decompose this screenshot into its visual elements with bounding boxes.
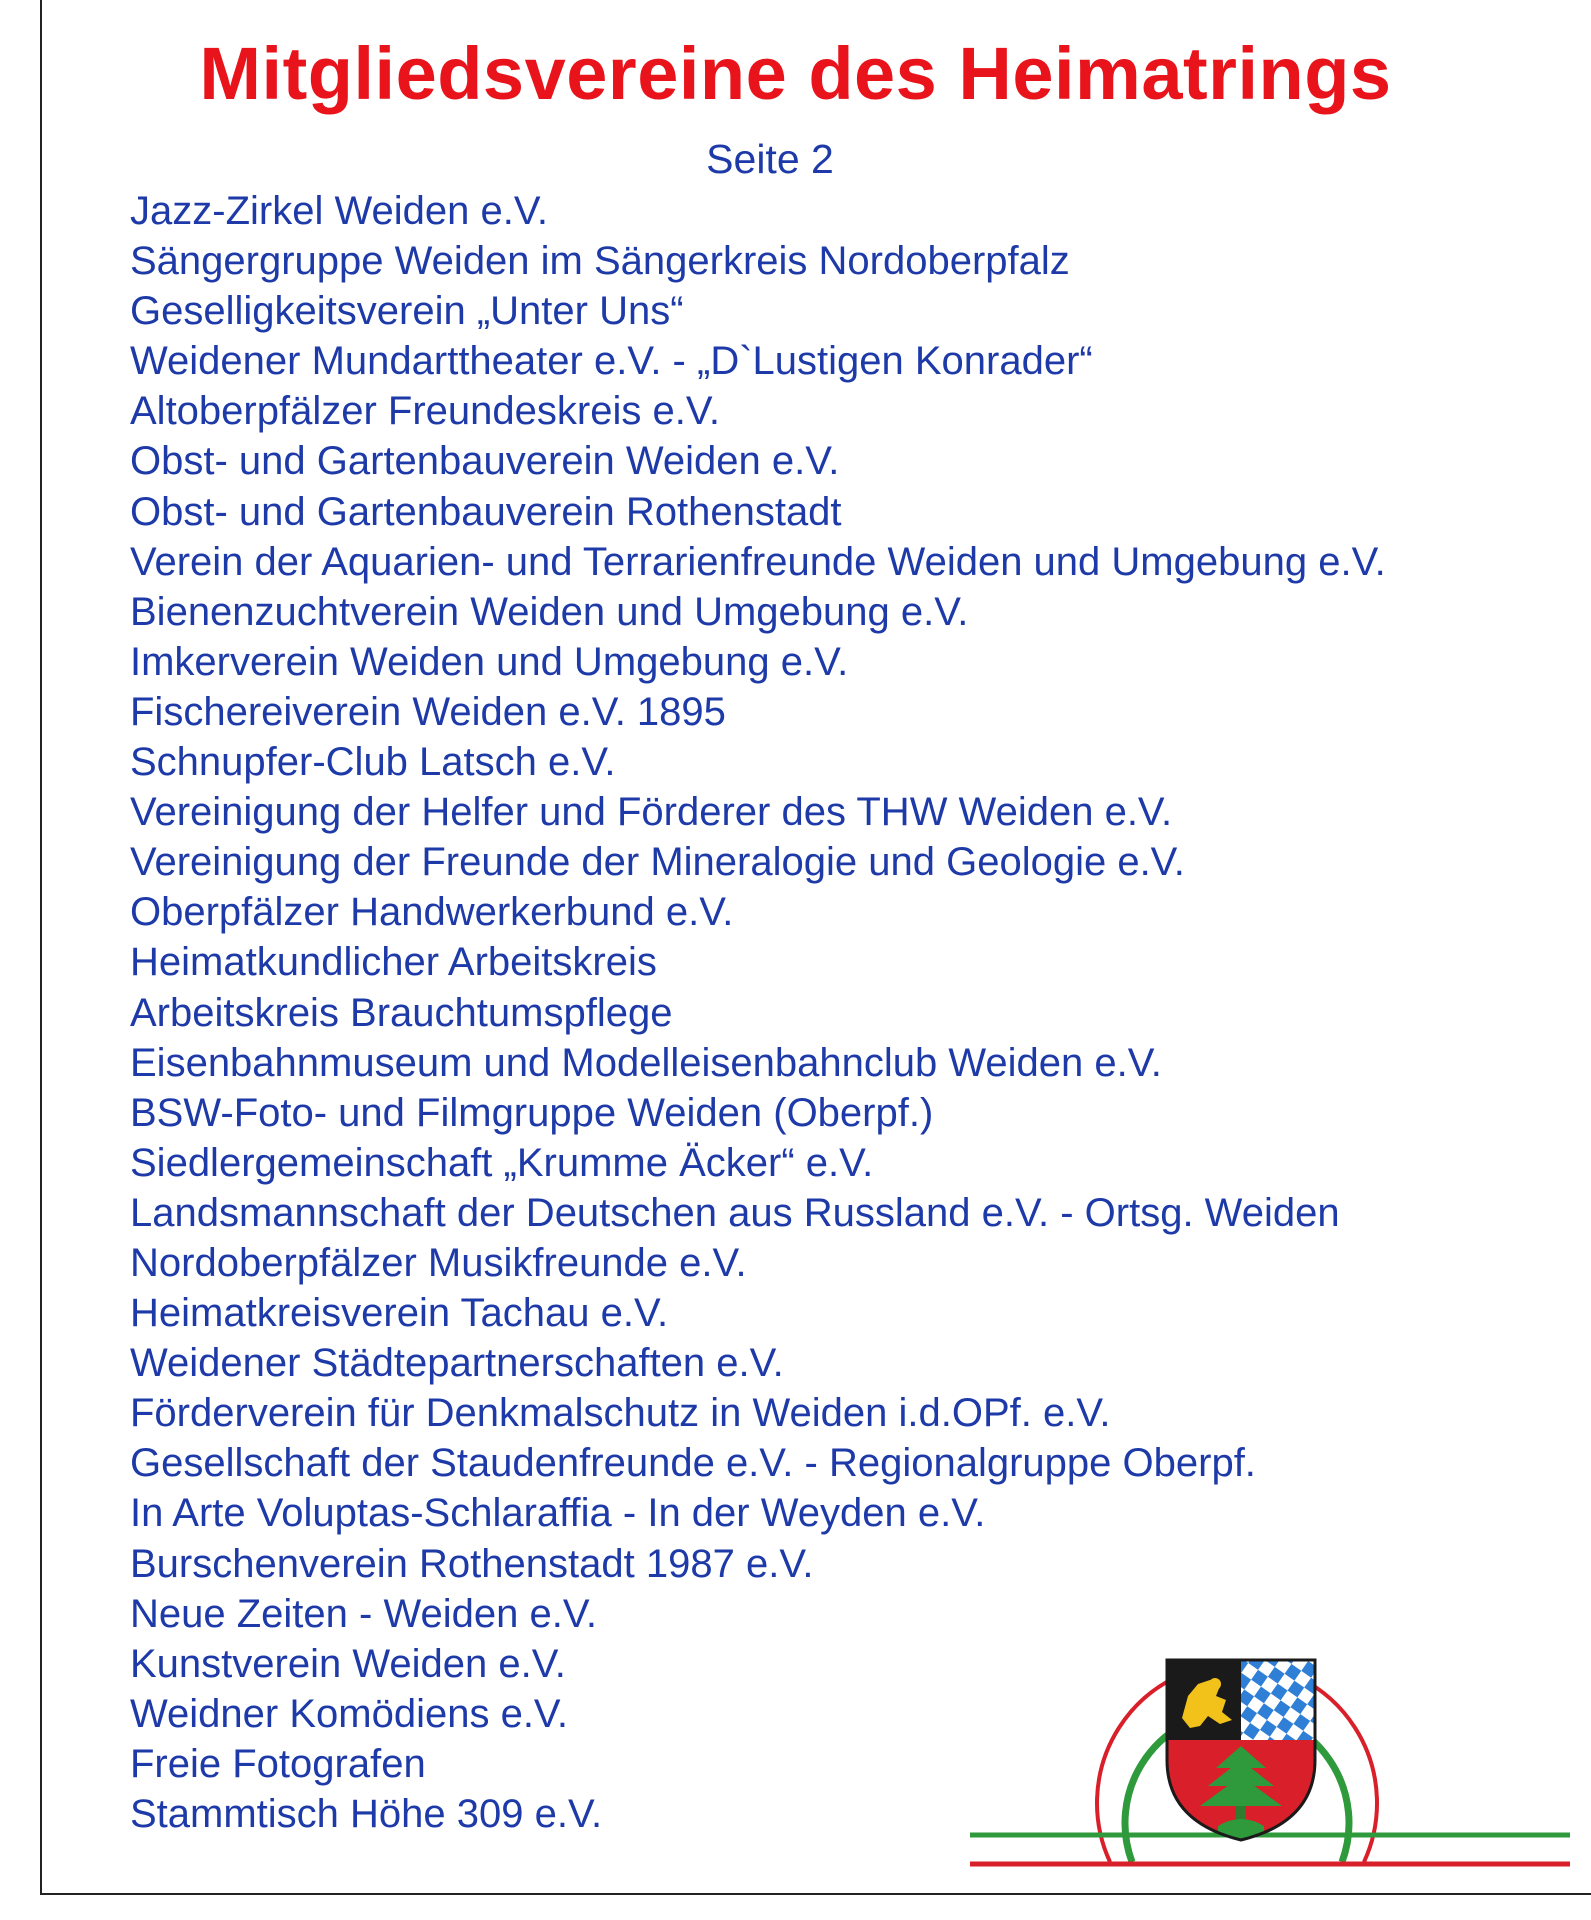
club-list-item: Obst- und Gartenbauverein Weiden e.V. xyxy=(130,439,840,484)
club-list xyxy=(130,186,1386,1839)
club-list-item: Bienenzuchtverein Weiden und Umgebung e.V. xyxy=(130,589,969,634)
club-list-item: Neue Zeiten - Weiden e.V. xyxy=(130,1591,597,1636)
club-list-item: Weidener Städtepartnerschaften e.V. xyxy=(130,1341,784,1386)
club-list-item: Freie Fotografen xyxy=(130,1741,426,1786)
club-list-item: BSW-Foto- und Filmgruppe Weiden (Oberpf.) xyxy=(130,1090,934,1135)
club-list-item: Weidener Mundarttheater e.V. - „D`Lustigen Konrader“ xyxy=(130,339,1093,384)
club-list-item: Kunstverein Weiden e.V. xyxy=(130,1641,566,1686)
club-list-item: Altoberpfälzer Freundeskreis e.V. xyxy=(130,389,720,434)
page-subtitle: Seite 2 xyxy=(706,136,834,182)
club-list-item: Heimatkundlicher Arbeitskreis xyxy=(130,940,657,985)
club-list-item: Jazz-Zirkel Weiden e.V. xyxy=(130,189,548,233)
club-list-item: Stammtisch Höhe 309 e.V. xyxy=(130,1792,603,1836)
club-list-item: Eisenbahnmuseum und Modelleisenbahnclub Weiden e.V. xyxy=(130,1040,1162,1085)
club-list-item: Fischereiverein Weiden e.V. 1895 xyxy=(130,689,726,734)
club-list-item: Imkerverein Weiden und Umgebung e.V. xyxy=(130,639,849,684)
club-list-item: Vereinigung der Freunde der Mineralogie und Geologie e.V. xyxy=(130,840,1185,885)
club-list-item: Schnupfer-Club Latsch e.V. xyxy=(130,740,616,785)
club-list-item: Nordoberpfälzer Musikfreunde e.V. xyxy=(130,1240,747,1285)
club-list-item: Heimatkreisverein Tachau e.V. xyxy=(130,1291,669,1336)
club-list-item: Gesellschaft der Staudenfreunde e.V. - Regionalgruppe Oberpf. xyxy=(130,1441,1256,1486)
club-list-item: Obst- und Gartenbauverein Rothenstadt xyxy=(130,489,842,534)
club-list-item: Landsmannschaft der Deutschen aus Russland e.V. - Ortsg. Weiden xyxy=(130,1190,1340,1235)
club-list-item: Oberpfälzer Handwerkerbund e.V. xyxy=(130,890,734,935)
club-list-item: Burschenverein Rothenstadt 1987 e.V. xyxy=(130,1541,814,1586)
club-list-item: Geselligkeitsverein „Unter Uns“ xyxy=(130,289,684,334)
page-title: Mitgliedsvereine des Heimatrings xyxy=(199,32,1392,115)
club-list-item: Arbeitskreis Brauchtumspflege xyxy=(130,990,673,1035)
club-list-item: In Arte Voluptas-Schlaraffia - In der Weyden e.V. xyxy=(130,1491,986,1536)
club-list-item: Vereinigung der Helfer und Förderer des THW Weiden e.V. xyxy=(130,790,1173,835)
club-list-item: Förderverein für Denkmalschutz in Weiden i.d.OPf. e.V. xyxy=(130,1391,1111,1436)
club-list-item: Weidner Komödiens e.V. xyxy=(130,1691,569,1736)
club-list-item: Siedlergemeinschaft „Krumme Äcker“ e.V. xyxy=(130,1140,874,1185)
coat-of-arms-icon xyxy=(970,1600,1570,1880)
club-list-item: Verein der Aquarien- und Terrarienfreunde Weiden und Umgebung e.V. xyxy=(130,539,1386,584)
club-list-item: Sängergruppe Weiden im Sängerkreis Nordoberpfalz xyxy=(130,239,1070,284)
